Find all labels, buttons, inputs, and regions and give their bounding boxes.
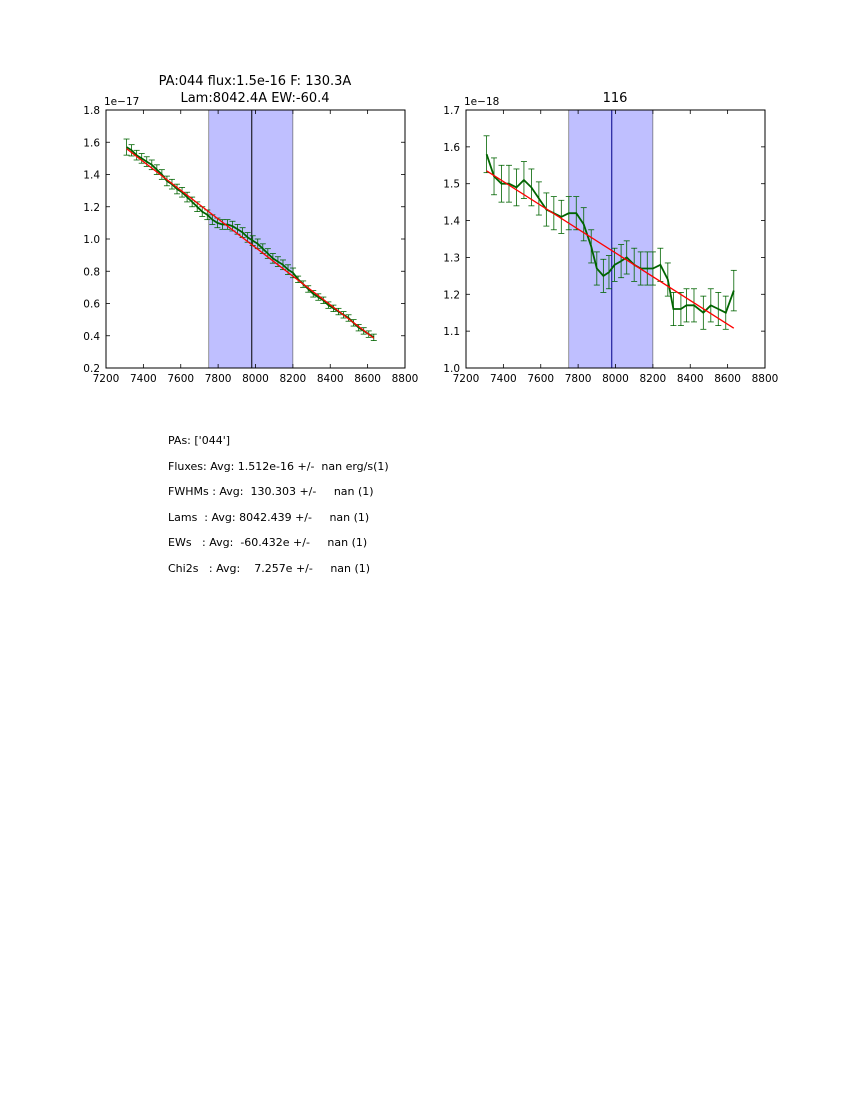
x-tick-label: 8800 bbox=[391, 373, 419, 385]
x-tick-label: 8600 bbox=[354, 373, 381, 385]
x-tick-label: 8400 bbox=[316, 373, 344, 385]
chart1-title-line1: PA:044 flux:1.5e-16 F: 130.3A bbox=[158, 74, 352, 89]
x-tick-label: 7400 bbox=[130, 373, 157, 385]
x-tick-label: 7200 bbox=[92, 373, 120, 385]
x-tick-label: 8600 bbox=[714, 373, 741, 385]
fit-summary bbox=[168, 434, 389, 588]
x-tick-label: 7400 bbox=[490, 373, 517, 385]
y-scale-label: 1e−18 bbox=[464, 96, 500, 108]
x-tick-label: 8800 bbox=[751, 373, 779, 385]
x-tick-label: 8400 bbox=[676, 373, 704, 385]
fit-window-band bbox=[569, 110, 653, 368]
y-tick-label: 1.4 bbox=[443, 215, 460, 228]
x-tick-label: 7800 bbox=[204, 373, 232, 385]
y-tick-label: 1.4 bbox=[83, 169, 100, 182]
chart-right bbox=[0, 0, 850, 400]
y-tick-label: 1.3 bbox=[443, 252, 460, 265]
x-tick-label: 8000 bbox=[242, 373, 269, 385]
y-tick-label: 0.2 bbox=[83, 363, 100, 375]
y-tick-label: 1.5 bbox=[443, 178, 460, 191]
y-scale-label: 1e−17 bbox=[104, 96, 140, 108]
x-tick-label: 7600 bbox=[527, 373, 555, 385]
x-tick-label: 7600 bbox=[167, 373, 195, 385]
y-tick-label: 1.6 bbox=[443, 141, 460, 154]
x-tick-label: 8200 bbox=[639, 373, 667, 385]
summary-pas: PAs: ['044'] bbox=[168, 434, 231, 447]
chart2-title: 116 bbox=[602, 91, 628, 106]
x-tick-label: 7800 bbox=[564, 373, 592, 385]
summary-ews: EWs : Avg: -60.432e +/- nan (1) bbox=[168, 536, 368, 550]
x-tick-label: 8200 bbox=[279, 373, 307, 385]
y-tick-label: 0.6 bbox=[83, 298, 100, 311]
x-tick-label: 7200 bbox=[452, 373, 480, 385]
y-tick-label: 1.0 bbox=[443, 363, 460, 375]
summary-fwhms: FWHMs : Avg: 130.303 +/- nan (1) bbox=[168, 485, 374, 499]
y-tick-label: 1.2 bbox=[443, 289, 460, 302]
y-tick-label: 1.1 bbox=[443, 326, 460, 339]
y-tick-label: 0.8 bbox=[83, 266, 100, 279]
summary-fluxes: Fluxes: Avg: 1.512e-16 +/- nan erg/s(1) bbox=[168, 459, 389, 473]
x-tick-label: 8000 bbox=[602, 373, 629, 385]
y-tick-label: 1.2 bbox=[83, 201, 100, 214]
summary-chi2s: Chi2s : Avg: 7.257e +/- nan (1) bbox=[168, 561, 371, 575]
y-tick-label: 1.6 bbox=[83, 137, 100, 150]
chart1-title-line2: Lam:8042.4A EW:-60.4 bbox=[180, 91, 330, 106]
y-tick-label: 1.8 bbox=[83, 105, 100, 117]
y-tick-label: 1.7 bbox=[443, 105, 460, 117]
summary-lams: Lams : Avg: 8042.439 +/- nan (1) bbox=[168, 510, 370, 524]
y-tick-label: 1.0 bbox=[83, 234, 100, 246]
y-tick-label: 0.4 bbox=[83, 330, 100, 343]
